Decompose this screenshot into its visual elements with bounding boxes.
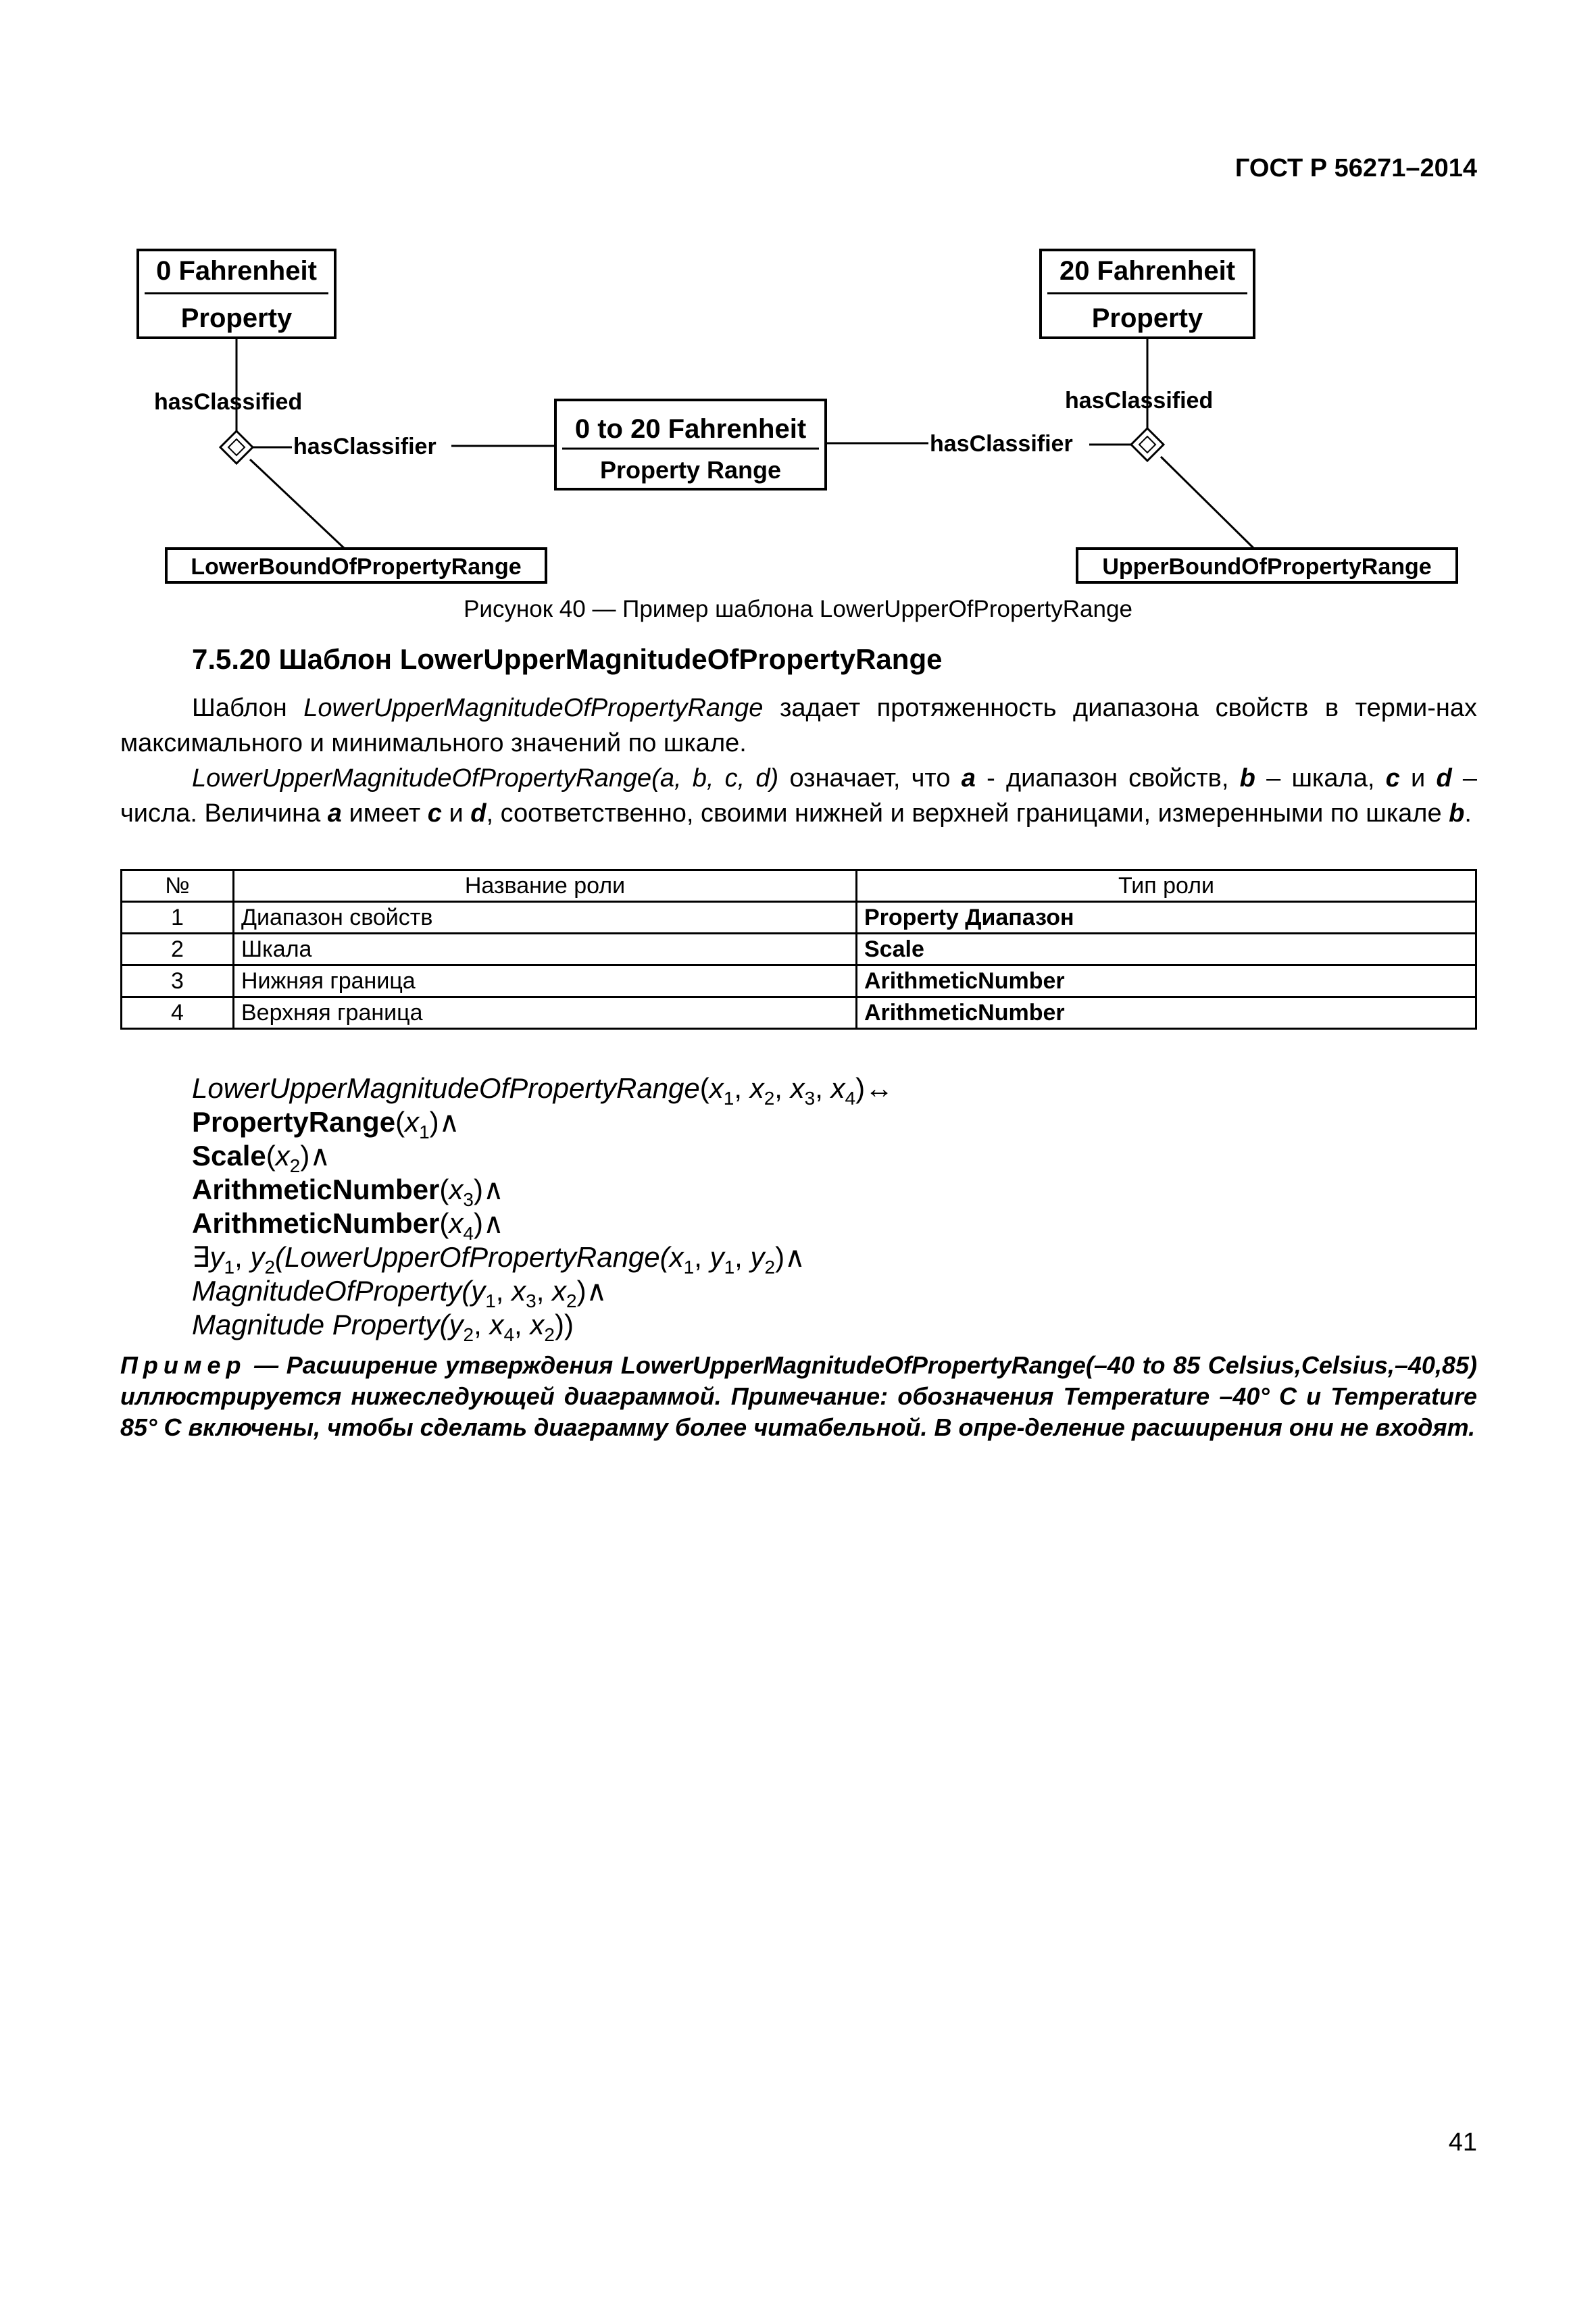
formula-line-8: Magnitude $Property(y_2$, $x_4$, $x_2$))	[192, 1309, 574, 1345]
row-role-name: Нижняя граница	[234, 965, 857, 997]
figure-40-diagram	[0, 0, 1596, 608]
table-header-row	[122, 870, 1476, 902]
header-role-type: Тип роли	[857, 870, 1476, 902]
label-hasclassifier-right: hasClassifier	[930, 431, 1073, 457]
row-number: 3	[122, 965, 234, 997]
box-center-title: 0 to 20 Fahrenheit	[574, 414, 807, 444]
formula-line-5: $ArithmeticNumber(x_4)\wedge$	[192, 1207, 504, 1244]
formula-line-3: $Scale(x_2)\wedge$	[192, 1140, 331, 1176]
label-hasclassified-right: hasClassified	[1065, 388, 1214, 413]
box-right-title: 20 Fahrenheit	[1059, 256, 1236, 286]
roles-table	[120, 869, 1477, 1030]
row-number: 4	[122, 997, 234, 1029]
table-row	[122, 902, 1476, 934]
formula-line-7: $MagnitudeOfProperty(y_1$, $x_3$, $x_2)\wedge$	[192, 1275, 607, 1311]
example-label: Пример	[120, 1351, 247, 1379]
box-left-title: 0 Fahrenheit	[156, 256, 317, 286]
diamond-left	[220, 431, 253, 463]
upper-bound-label: UpperBoundOfPropertyRange	[1102, 554, 1432, 580]
figure-caption: Рисунок 40 — Пример шаблона LowerUpperOfPropertyRange	[464, 596, 1132, 622]
example-note	[120, 1350, 1477, 1443]
table-row	[122, 997, 1476, 1029]
row-role-name: Шкала	[234, 934, 857, 965]
formula-line-1: $LowerUpperMagnitudeOfPropertyRange(x_1$, $x_2$, $x_3$, $x_4)\leftrightarrow$	[192, 1072, 894, 1109]
example-text: — Расширение утверждения LowerUpperMagnitudeOfPropertyRange(–40 to 85 Celsius,Celsius,–40,85) иллюстрируется нижеследующей диаграммой. Примечание: обозначения Temperature –40° C и Temperature 85° C включены, чтобы сделать диаграмму более читабельной. В опре-деление расширения они не входят.	[120, 1351, 1477, 1441]
label-hasclassified-left: hasClassified	[154, 389, 303, 415]
formula-line-6: $\exists y_1$, $y_2(LowerUpperOfPropertyRange(x_1$, $y_1$, $y_2)\wedge$	[192, 1241, 805, 1278]
row-role-type: ArithmeticNumber	[857, 965, 1476, 997]
row-role-name: Верхняя граница	[234, 997, 857, 1029]
box-center-sub: Property Range	[599, 456, 782, 484]
page-number: 41	[1448, 2128, 1477, 2157]
row-role-name: Диапазон свойств	[234, 902, 857, 934]
row-number: 1	[122, 902, 234, 934]
paragraph-2: LowerUpperMagnitudeOfPropertyRange(a, b, c, d) означает, что a - диапазон свойств, b – шкала, c и d – числа. Величина a имеет c и d, соответственно, своими нижней и верхней границами, измеренными по шкале b.	[120, 764, 1478, 828]
header-number: №	[122, 870, 234, 902]
lower-bound-label: LowerBoundOfPropertyRange	[191, 554, 522, 580]
row-role-type: Property Диапазон	[857, 902, 1476, 934]
section-title: 7.5.20 Шаблон LowerUpperMagnitudeOfPropertyRange	[192, 643, 943, 675]
row-number: 2	[122, 934, 234, 965]
header-role-name: Название роли	[234, 870, 857, 902]
paragraph-1: Шаблон LowerUpperMagnitudeOfPropertyRange задает протяженность диапазона свойств в терми-нах максимального и минимального значений по шкале.	[120, 694, 1477, 757]
label-hasclassifier-left: hasClassifier	[293, 434, 437, 459]
formula-line-2: $PropertyRange(x_1)\wedge$	[192, 1106, 460, 1142]
row-role-type: Scale	[857, 934, 1476, 965]
row-role-type: ArithmeticNumber	[857, 997, 1476, 1029]
table-row	[122, 934, 1476, 965]
document-header: ГОСТ Р 56271–2014	[1235, 154, 1477, 182]
formula-line-4: $ArithmeticNumber(x_3)\wedge$	[192, 1174, 504, 1210]
box-right-sub: Property	[1091, 303, 1203, 333]
box-left-sub: Property	[180, 303, 293, 333]
table-row	[122, 965, 1476, 997]
diamond-right	[1131, 428, 1164, 461]
